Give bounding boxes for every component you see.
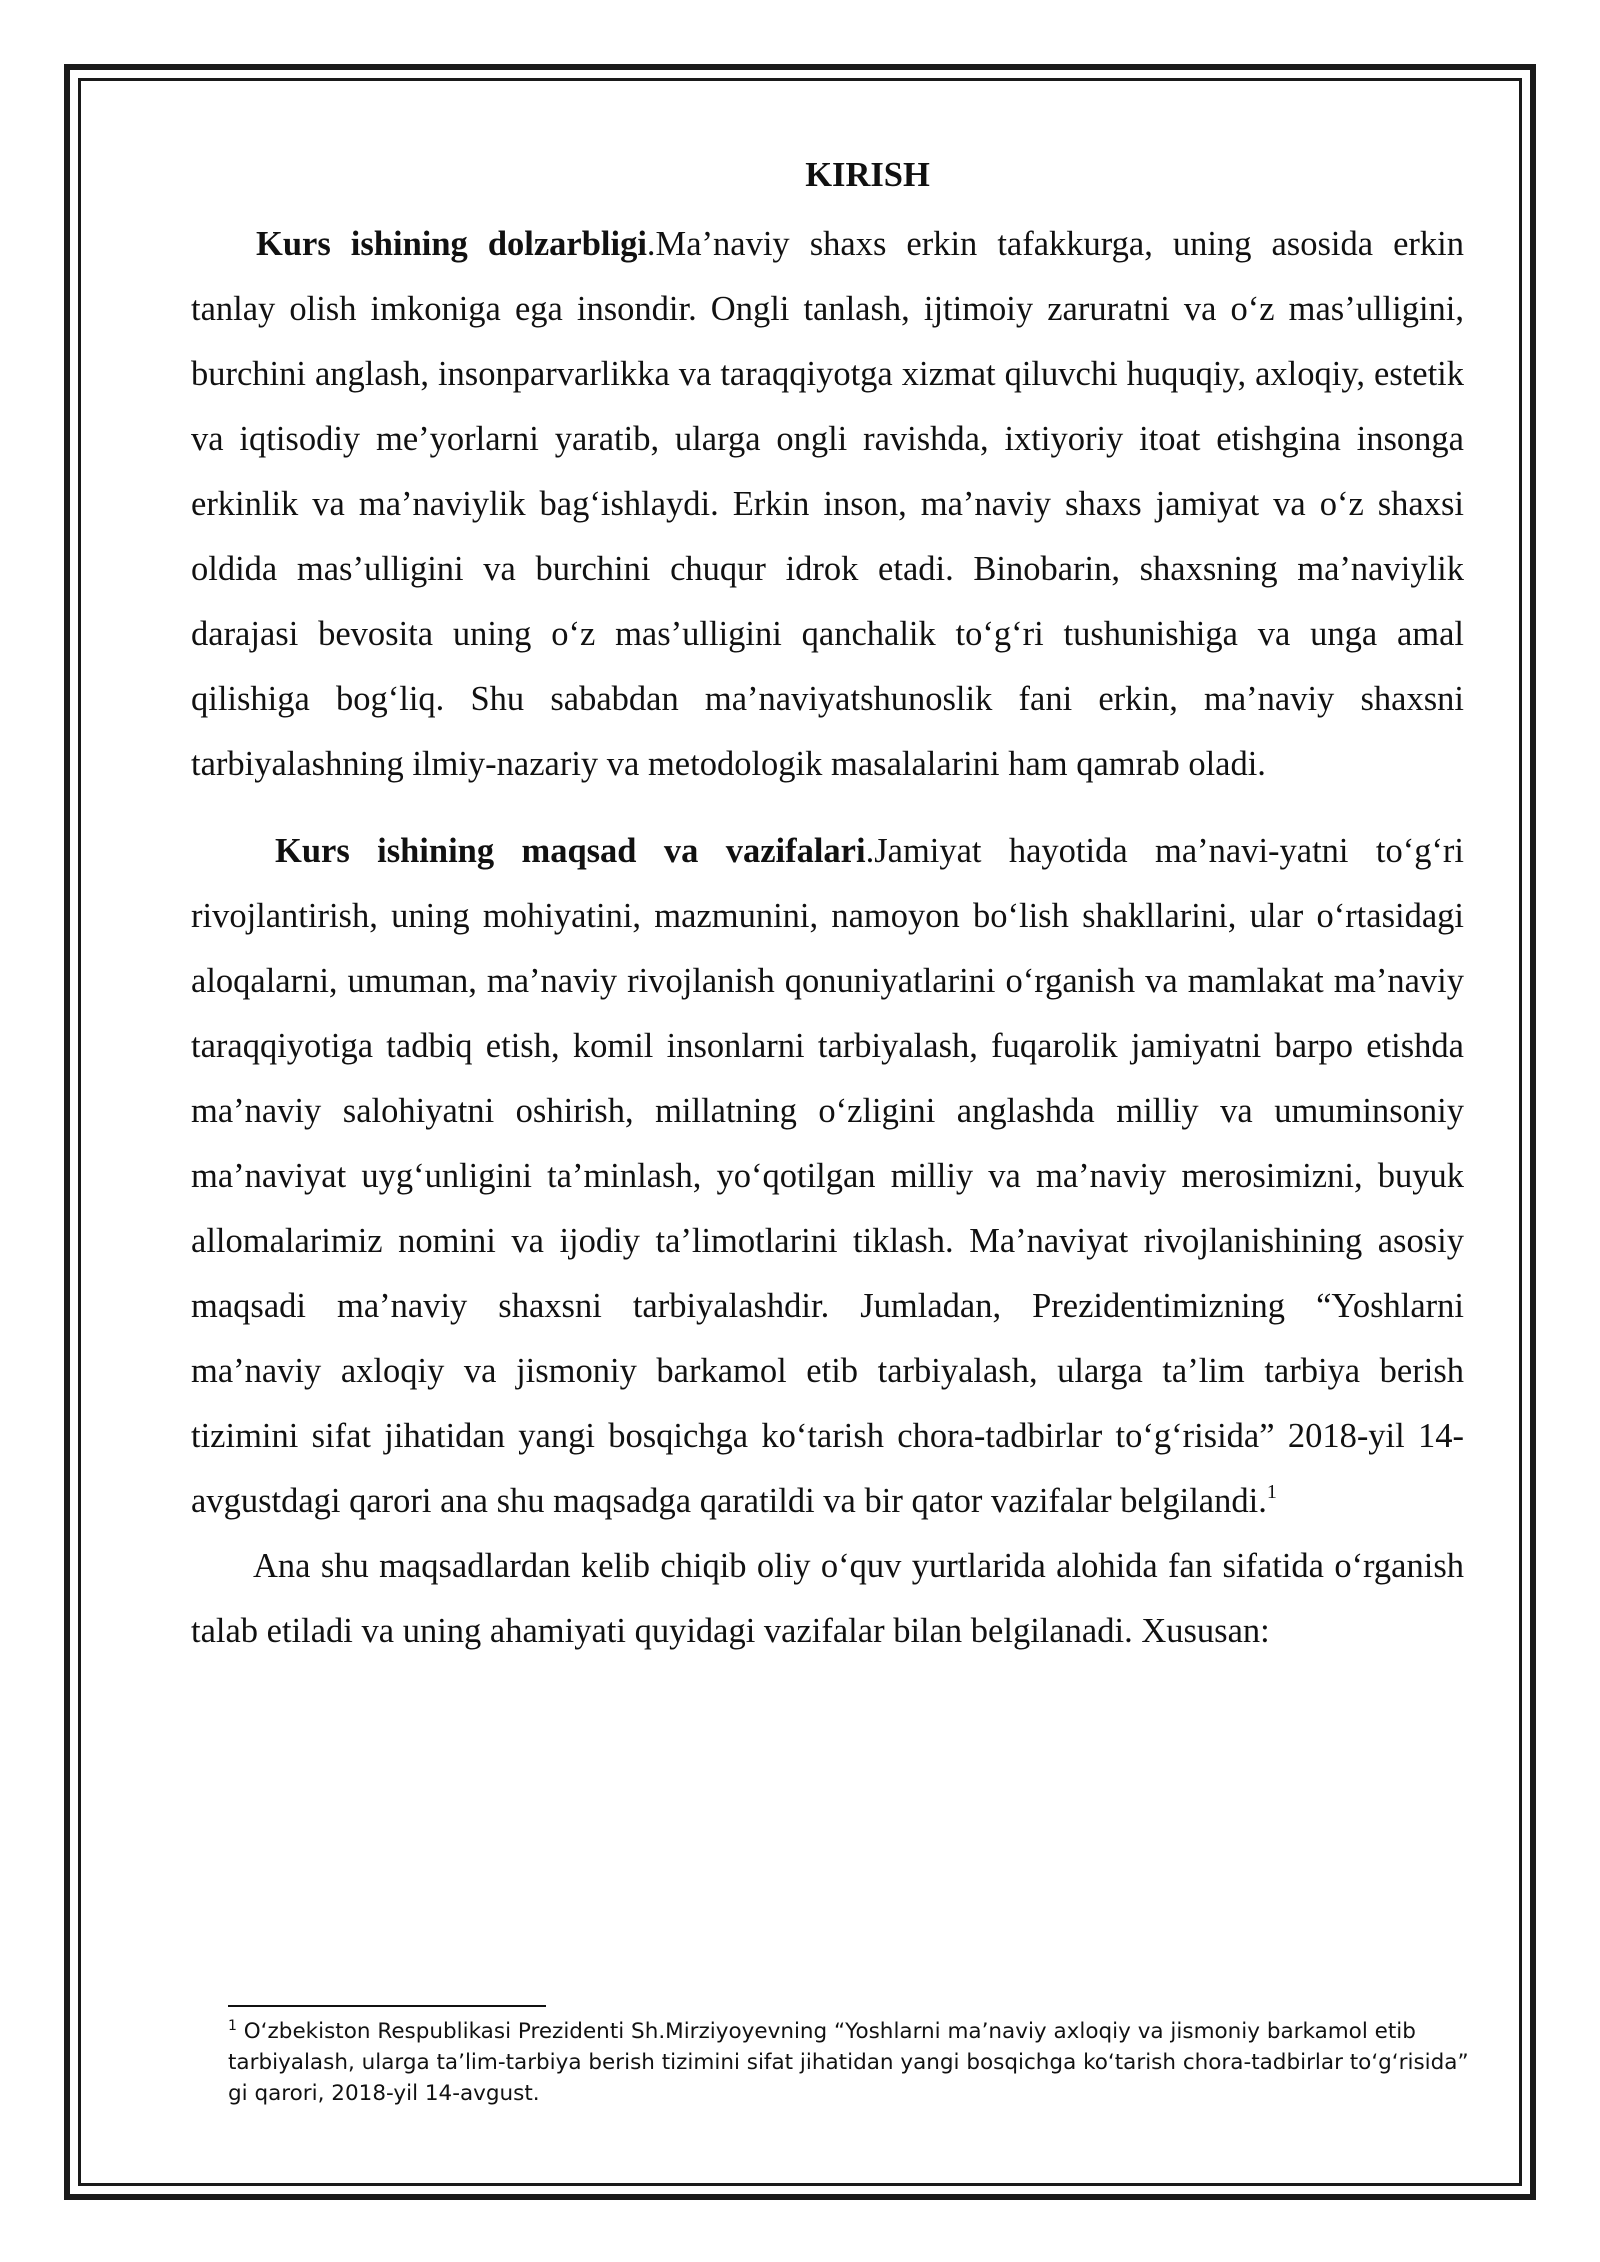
section-heading-dolzarbligi: Kurs ishining dolzarbligi: [256, 225, 647, 263]
footnote: [228, 2016, 1483, 2109]
footnote-reference[interactable]: 1: [1266, 1481, 1277, 1503]
footnote-text: O‘zbekiston Respublikasi Prezidenti Sh.Mirziyoyevning “Yoshlarni ma’naviy axloqiy va jismoniy barkamol etib tarbiyalash, ularga ta’lim-tarbiya berish tizimini sifat jihatidan yangi bosqichga ko‘tarish chora-tadbirlar to‘g‘risida” gi qarori, 2018-yil 14-avgust.: [228, 2019, 1469, 2106]
paragraph-dolzarbligi: [191, 212, 1464, 797]
footnote-separator: [228, 2005, 546, 2007]
paragraph-closing: Ana shu maqsadlardan kelib chiqib oliy o‘quv yurtlarida alohida fan sifatida o‘rganish talab etiladi va uning ahamiyati quyidagi vazifalar bilan belgilanadi. Xususan:: [191, 1547, 1464, 1650]
section-heading-maqsad: Kurs ishining maqsad va vazifalari: [275, 832, 866, 870]
section-text-dolzarbligi: .Ma’naviy shaxs erkin tafakkurga, uning asosida erkin tanlay olish imkoniga ega insondir. Ongli tanlash, ijtimoiy zaruratni va o‘z mas’ulligini, burchini anglash, insonparvarlikka va taraqqiyotga xizmat qiluvchi huquqiy, axloqiy, estetik va iqtisodiy me’yorlarni yaratib, ularga ongli ravishda, ixtiyoriy itoat etishgina insonga erkinlik va ma’naviylik bag‘ishlaydi. Erkin inson, ma’naviy shaxs jamiyat va o‘z shaxsi oldida mas’ulligini va burchini chuqur idrok etadi. Binobarin, shaxsning ma’naviylik darajasi bevosita uning o‘z mas’ulligini qanchalik to‘g‘ri tushunishiga va unga amal qilishiga bog‘liq. Shu sababdan ma’naviyatshunoslik fani erkin, ma’naviy shaxsni tarbiyalashning ilmiy-nazariy va metodologik masalalarini ham qamrab oladi.: [191, 225, 1464, 783]
page-title: KIRISH: [805, 156, 930, 194]
section-text-maqsad: .Jamiyat hayotida ma’navi-yatni to‘g‘ri rivojlantirish, uning mohiyatini, mazmunini, namoyon bo‘lish shakllarini, ular o‘rtasidagi aloqalarni, umuman, ma’naviy rivojlanish qonuniyatlarini o‘rganish va mamlakat ma’naviy taraqqiyotiga tadbiq etish, komil insonlarni tarbiyalash, fuqarolik jamiyatni barpo etishda ma’naviy salohiyatni oshirish, millatning o‘zligini anglashda milliy va umuminsoniy ma’naviyat uyg‘unligini ta’minlash, yo‘qotilgan milliy va ma’naviy merosimizni, buyuk allomalarimiz nomini va ijodiy ta’limotlarini tiklash. Ma’naviyat rivojlanishining asosiy maqsadi ma’naviy shaxsni tarbiyalashdir. Jumladan, Prezidentimizning “Yoshlarni ma’naviy axloqiy va jismoniy barkamol etib tarbiyalash, ularga ta’lim tarbiya berish tizimini sifat jihatidan yangi bosqichga ko‘tarish chora-tadbirlar to‘g‘risida” 2018-yil 14- avgustdagi qarori ana shu maqsadga qaratildi va bir qator vazifalar belgilandi.: [191, 832, 1465, 1520]
footnote-marker: 1: [228, 2018, 237, 2034]
paragraph-maqsad: [191, 819, 1464, 1534]
document-body: [191, 150, 1464, 1664]
